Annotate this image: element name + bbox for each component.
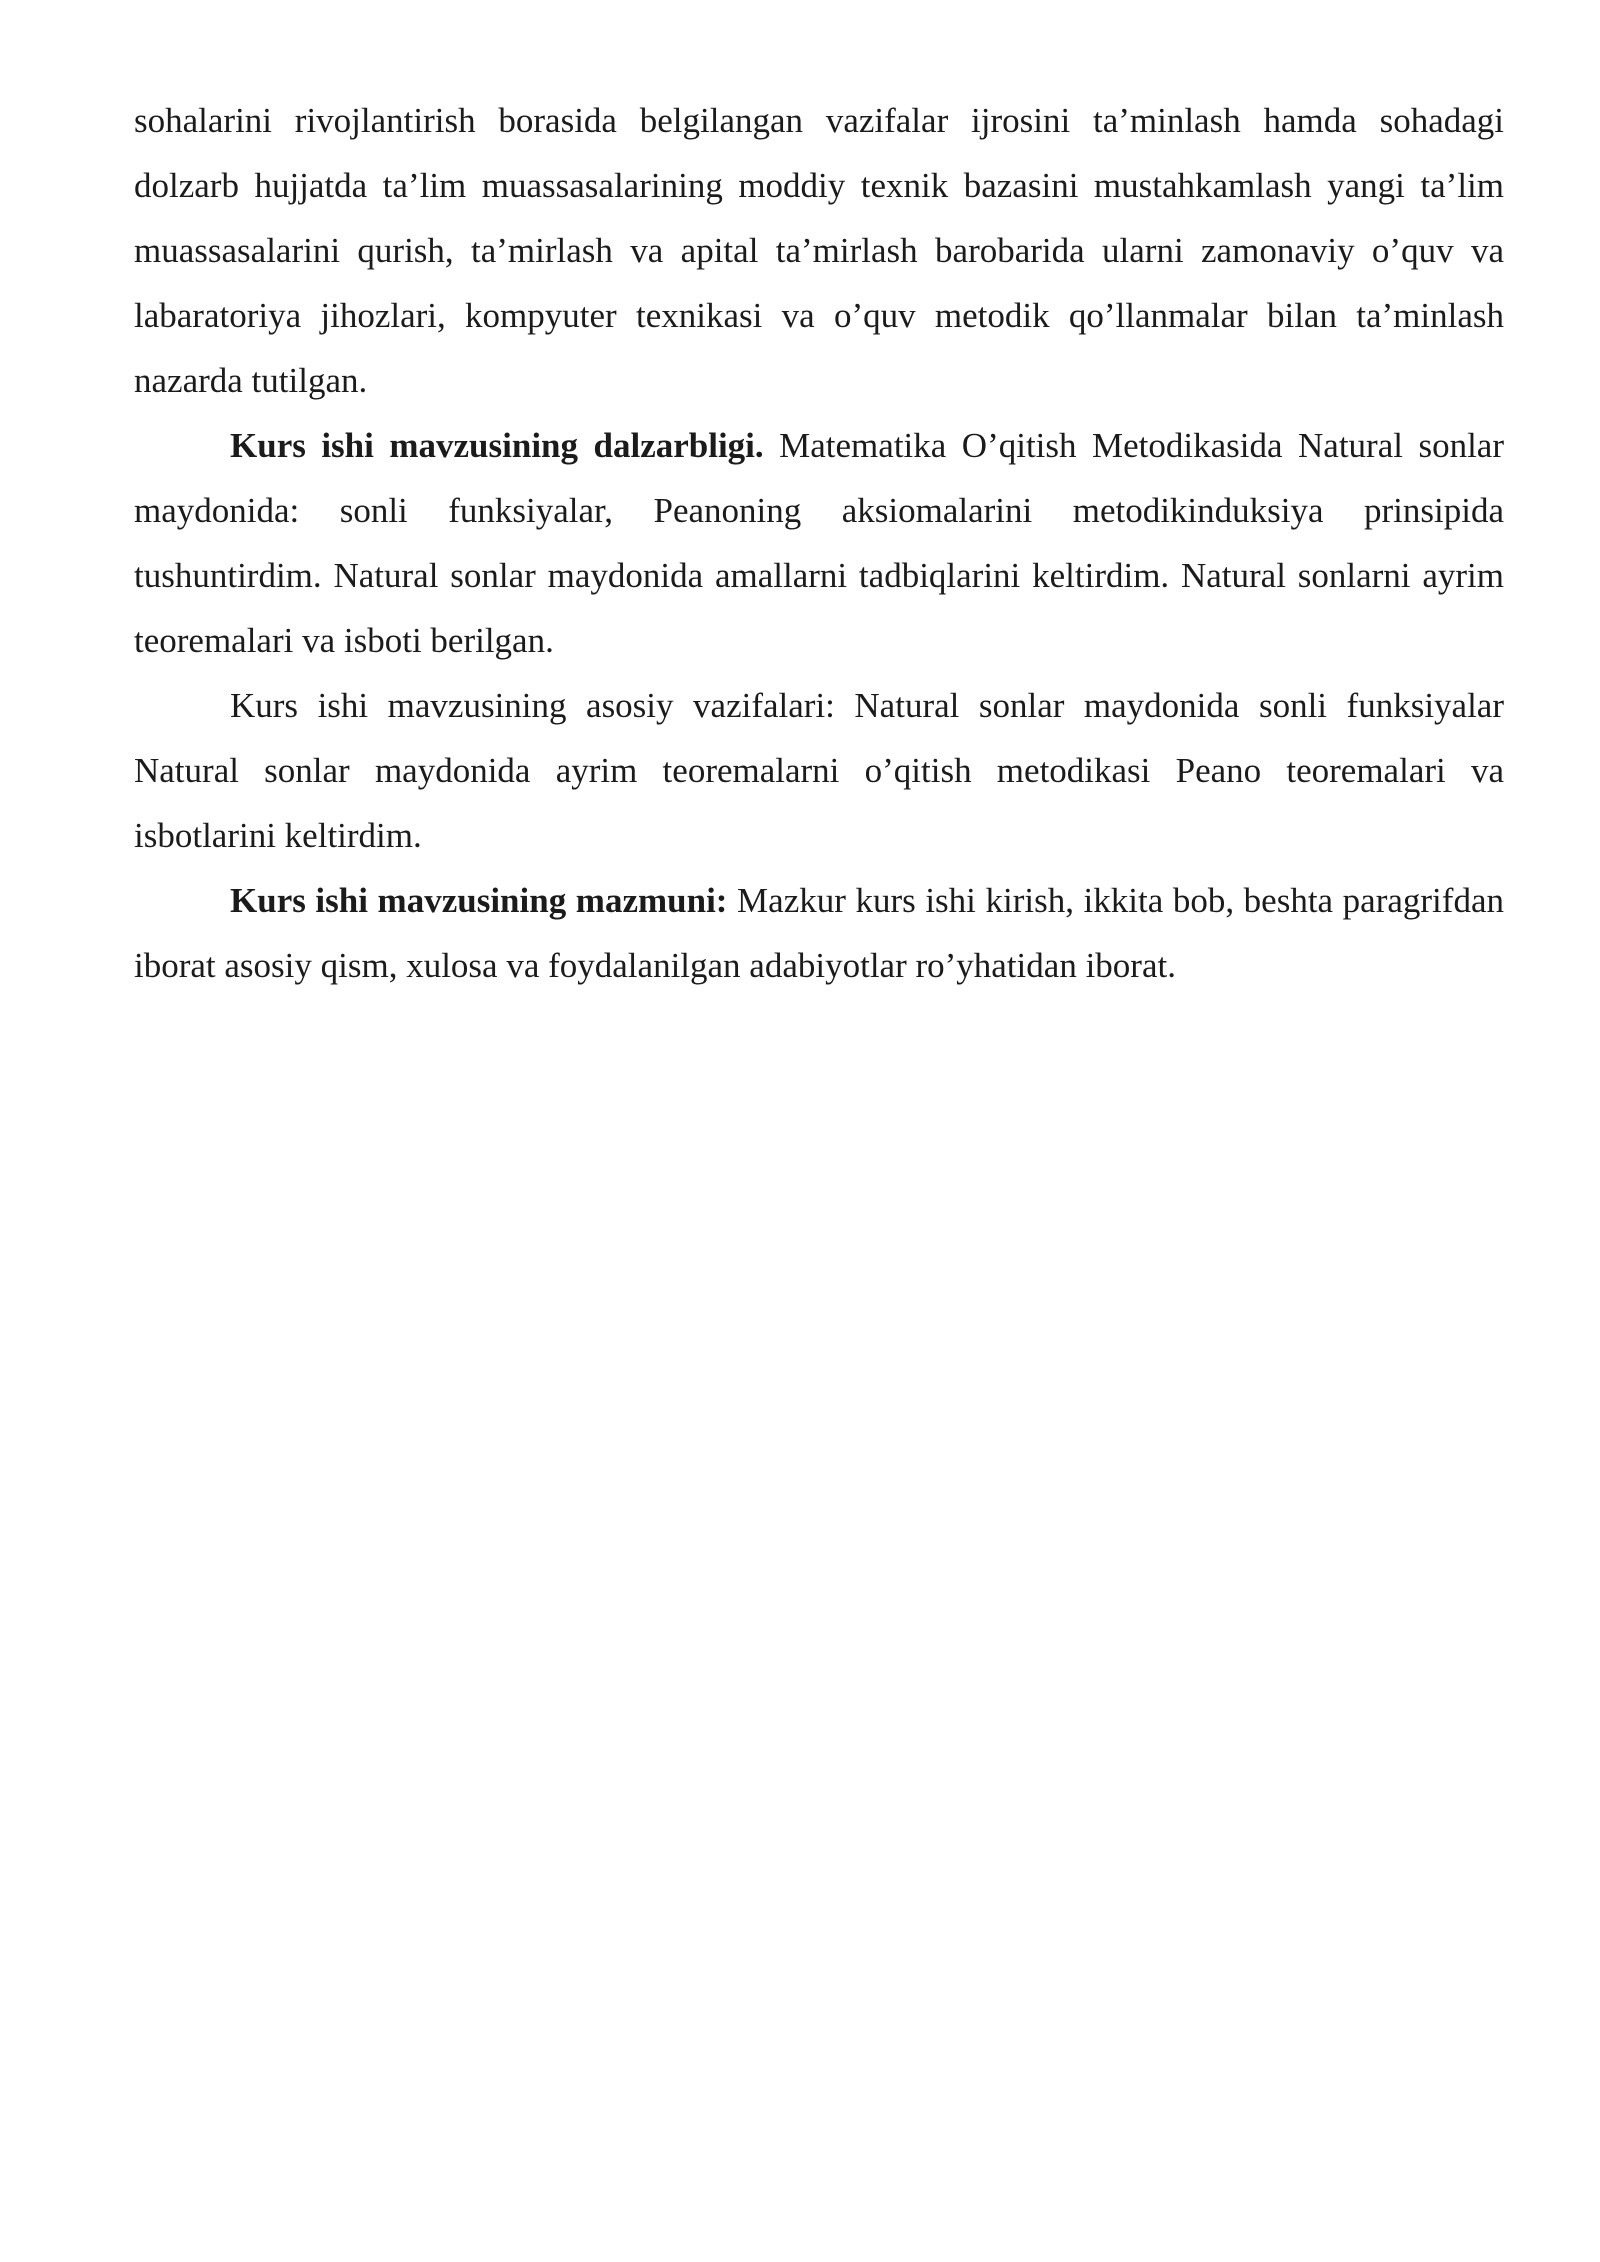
paragraph-text: Kurs ishi mavzusining asosiy vazifalari: Natural sonlar maydonida sonli funksiyalar Natural sonlar maydonida ayrim teoremalarni o’qitish metodikasi Peano teoremalari va isbotlarini keltirdim. bbox=[134, 686, 1504, 855]
paragraph-tasks bbox=[134, 673, 1504, 868]
paragraph-text: Matematika O’qitish Metodikasida Natural sonlar maydonida: sonli funksiyalar, Peanoning aksiomalarini metodikinduksiya prinsipida tushuntirdim. Natural sonlar maydonida amallarni tadbiqlarini keltirdim. Natural sonlarni ayrim teoremalari va isboti berilgan. bbox=[134, 426, 1504, 660]
paragraph-text: sohalarini rivojlantirish borasida belgilangan vazifalar ijrosini ta’minlash hamda sohadagi dolzarb hujjatda ta’lim muassasalarining moddiy texnik bazasini mustahkamlash yangi ta’lim muassasalarini qurish, ta’mirlash va apital ta’mirlash barobarida ularni zamonaviy o’quv va labaratoriya jihozlari, kompyuter texnikasi va o’quv metodik qo’llanmalar bilan ta’minlash nazarda tutilgan. bbox=[134, 101, 1504, 400]
paragraph-relevance bbox=[134, 413, 1504, 673]
paragraph-intro-continuation bbox=[134, 88, 1504, 413]
relevance-heading: Kurs ishi mavzusining dalzarbligi. bbox=[230, 426, 764, 465]
document-body bbox=[134, 88, 1504, 998]
paragraph-text: Mazkur kurs ishi kirish, ikkita bob, beshta paragrifdan iborat asosiy qism, xulosa va foydalanilgan adabiyotlar ro’yhatidan iborat. bbox=[134, 881, 1504, 985]
paragraph-content bbox=[134, 868, 1504, 998]
content-heading: Kurs ishi mavzusining mazmuni: bbox=[230, 881, 728, 920]
